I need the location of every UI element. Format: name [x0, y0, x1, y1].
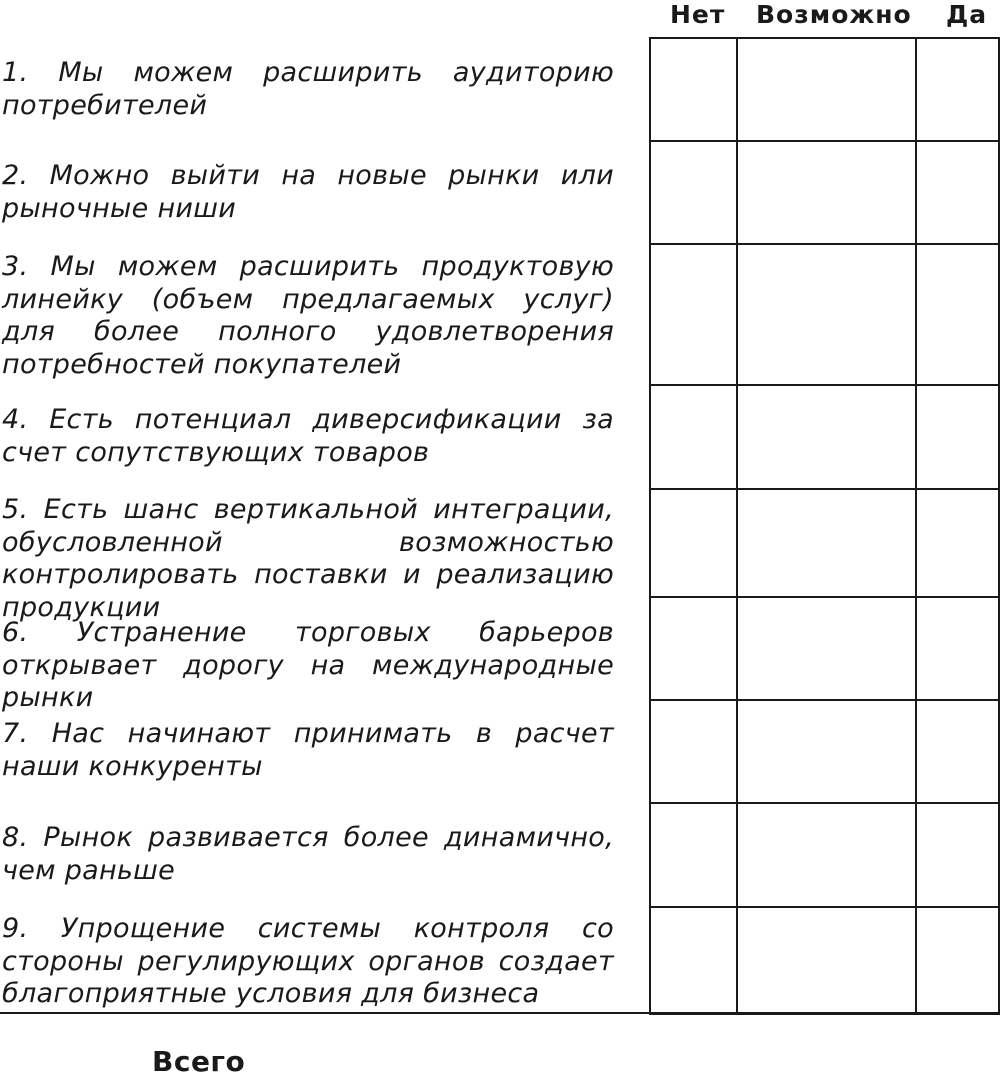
question-5: 5. Есть шанс вертикальной интеграции, обусловленной возможностью контролировать поставки и реализацию продукции: [2, 494, 614, 623]
checkbox-no[interactable]: [650, 385, 737, 489]
checkbox-yes[interactable]: [916, 597, 999, 700]
table-row: [650, 803, 999, 907]
question-2: 2. Можно выйти на новые рынки или рыночные ниши: [2, 160, 614, 224]
table-row: [650, 141, 999, 244]
checkbox-no[interactable]: [650, 803, 737, 907]
question-7: 7. Нас начинают принимать в расчет наши конкуренты: [2, 718, 614, 782]
table-row: [650, 38, 999, 141]
column-header-no: Нет: [670, 0, 726, 29]
checkbox-no[interactable]: [650, 244, 737, 385]
checkbox-maybe[interactable]: [737, 385, 917, 489]
checkbox-yes[interactable]: [916, 385, 999, 489]
checkbox-yes[interactable]: [916, 141, 999, 244]
checkbox-no[interactable]: [650, 489, 737, 597]
answer-grid: [649, 37, 1000, 1015]
checkbox-no[interactable]: [650, 700, 737, 803]
table-row: [650, 907, 999, 1014]
question-9: 9. Упрощение системы контроля со стороны регулирующих органов создает благоприятные условия для бизнеса: [2, 913, 614, 1009]
table-row: [650, 700, 999, 803]
checkbox-no[interactable]: [650, 597, 737, 700]
checkbox-yes[interactable]: [916, 244, 999, 385]
table-row: [650, 489, 999, 597]
checkbox-no[interactable]: [650, 141, 737, 244]
checkbox-maybe[interactable]: [737, 700, 917, 803]
checkbox-yes[interactable]: [916, 803, 999, 907]
table-row: [650, 244, 999, 385]
question-4: 4. Есть потенциал диверсификации за счет сопутствующих товаров: [2, 404, 614, 468]
table-row: [650, 385, 999, 489]
question-3: 3. Мы можем расширить продуктовую линейку (объем предлагаемых услуг) для более полного удовлетворения потребностей покупателей: [2, 251, 614, 380]
checkbox-maybe[interactable]: [737, 141, 917, 244]
checkbox-no[interactable]: [650, 38, 737, 141]
checkbox-maybe[interactable]: [737, 489, 917, 597]
checkbox-yes[interactable]: [916, 489, 999, 597]
checkbox-maybe[interactable]: [737, 803, 917, 907]
checkbox-yes[interactable]: [916, 907, 999, 1014]
checkbox-maybe[interactable]: [737, 597, 917, 700]
checkbox-maybe[interactable]: [737, 244, 917, 385]
divider: [0, 1012, 1000, 1014]
column-header-yes: Да: [946, 0, 988, 29]
checkbox-maybe[interactable]: [737, 907, 917, 1014]
question-6: 6. Устранение торговых барьеров открывает дорогу на международные рынки: [2, 617, 614, 713]
checkbox-yes[interactable]: [916, 700, 999, 803]
total-label: Всего: [152, 1045, 246, 1078]
question-1: 1. Мы можем расширить аудиторию потребителей: [2, 57, 614, 121]
checkbox-no[interactable]: [650, 907, 737, 1014]
checkbox-yes[interactable]: [916, 38, 999, 141]
column-header-maybe: Возможно: [756, 0, 912, 29]
question-8: 8. Рынок развивается более динамично, чем раньше: [2, 822, 614, 886]
table-row: [650, 597, 999, 700]
checkbox-maybe[interactable]: [737, 38, 917, 141]
